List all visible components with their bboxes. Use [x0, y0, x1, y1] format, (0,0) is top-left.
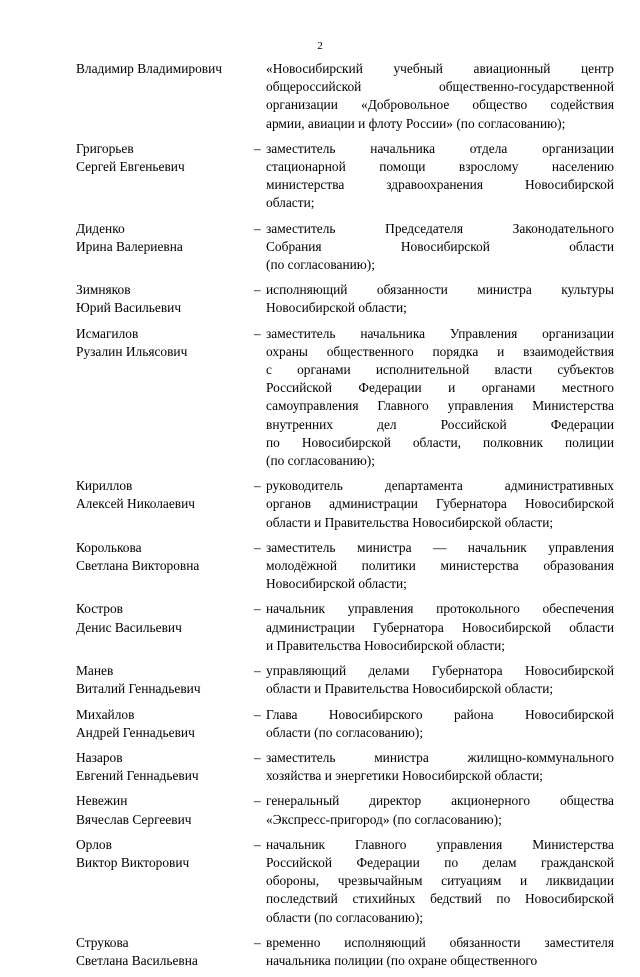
position-line: хозяйства и энергетики Новосибирской области; [266, 768, 543, 784]
entry-dash: – [254, 706, 261, 722]
member-surname: Исмагилов [76, 325, 139, 341]
position-line: Глава Новосибирского района Новосибирской [266, 706, 614, 722]
member-given-name: Владимир Владимирович [76, 61, 223, 76]
member-surname: Королькова [76, 539, 142, 555]
position-line: заместитель министра — начальник управления [266, 539, 614, 555]
entry-dash: – [254, 601, 261, 617]
position-line: «Экспресс-пригород» (по согласованию); [266, 811, 502, 827]
member-given-name: Виктор Викторович [76, 854, 190, 870]
position-line: области (по согласованию); [266, 909, 424, 925]
member-position [266, 600, 614, 655]
member-name [76, 281, 254, 317]
entry-dash: – [254, 539, 261, 555]
member-surname: Диденко [76, 220, 125, 236]
member-surname: Орлов [76, 836, 112, 852]
position-line: области и Правительства Новосибирской области; [266, 681, 554, 697]
member-position [266, 706, 614, 742]
entry-dash [254, 60, 266, 133]
member-surname: Манев [76, 663, 114, 679]
position-line: обороны, чрезвычайным ситуациям и ликвидации [266, 873, 614, 889]
member-name [76, 600, 254, 655]
member-given-name: Юрий Васильевич [76, 300, 182, 316]
member-surname: Михайлов [76, 706, 135, 722]
position-line: Российской Федерации по делам гражданской [266, 854, 614, 870]
member-position [266, 836, 614, 927]
position-line: начальника полиции (по охране общественного [266, 952, 538, 968]
position-line: Собрания Новосибирской области [266, 238, 614, 254]
position-line: (по согласованию); [266, 453, 375, 469]
member-name [76, 662, 254, 698]
member-name [76, 477, 254, 532]
member-given-name: Евгений Геннадьевич [76, 768, 199, 784]
member-entry [76, 706, 616, 742]
member-entry [76, 600, 616, 655]
member-name [76, 220, 254, 275]
page-number: 2 [317, 40, 323, 52]
member-name [76, 934, 254, 970]
position-line: общероссийской общественно-государственной [266, 79, 614, 95]
member-entry [76, 539, 616, 594]
member-name [76, 60, 254, 133]
position-line: самоуправления Главного управления Министерства [266, 398, 614, 414]
position-line: организации «Добровольное общество содействия [266, 97, 614, 113]
position-line: заместитель Председателя Законодательного [266, 220, 614, 236]
position-line: с органами исполнительной власти субъектов [266, 362, 614, 378]
position-line: по Новосибирской области, полковник полиции [266, 434, 614, 450]
member-entry [76, 220, 616, 275]
entry-dash: – [254, 140, 261, 156]
member-position [266, 60, 614, 133]
position-line: начальник управления протокольного обеспечения [266, 601, 614, 617]
member-given-name: Алексей Николаевич [76, 496, 196, 512]
position-line: молодёжной политики министерства образования [266, 558, 614, 574]
member-surname: Невежин [76, 793, 128, 809]
member-given-name: Андрей Геннадьевич [76, 724, 195, 740]
member-position [266, 662, 614, 698]
member-name [76, 749, 254, 785]
entry-dash: – [254, 478, 261, 494]
member-name [76, 140, 254, 213]
member-surname: Костров [76, 601, 123, 617]
entry-dash: – [254, 934, 261, 950]
position-line: Российской Федерации и органами местного [266, 380, 614, 396]
position-line: исполняющий обязанности министра культуры [266, 282, 614, 298]
position-line: (по согласованию); [266, 257, 375, 273]
position-line: администрации Губернатора Новосибирской области [266, 619, 614, 635]
position-line: министерства здравоохранения Новосибирской [266, 177, 614, 193]
position-line: временно исполняющий обязанности заместителя [266, 934, 614, 950]
position-line: органов администрации Губернатора Новосибирской [266, 496, 614, 512]
entry-dash: – [254, 220, 261, 236]
member-surname: Кириллов [76, 478, 133, 494]
member-entry [76, 836, 616, 927]
member-entry [76, 792, 616, 828]
member-position [266, 539, 614, 594]
member-entry [76, 281, 616, 317]
member-position [266, 325, 614, 471]
entry-dash: – [254, 836, 261, 852]
position-line: заместитель начальника отдела организации [266, 140, 614, 156]
member-entry [76, 325, 616, 471]
member-name [76, 792, 254, 828]
position-line: последствий стихийных бедствий по Новосибирской [266, 891, 614, 907]
member-name [76, 836, 254, 927]
entry-dash: – [254, 663, 261, 679]
member-name [76, 706, 254, 742]
position-line: Новосибирской области; [266, 300, 407, 316]
position-line: начальник Главного управления Министерства [266, 836, 614, 852]
member-surname: Григорьев [76, 140, 134, 156]
member-name [76, 539, 254, 594]
member-position [266, 792, 614, 828]
member-list [76, 60, 616, 977]
member-entry [76, 662, 616, 698]
member-entry [76, 749, 616, 785]
position-line: внутренних дел Российской Федерации [266, 416, 614, 432]
position-line: управляющий делами Губернатора Новосибирской [266, 663, 614, 679]
position-line: области и Правительства Новосибирской области; [266, 514, 554, 530]
member-given-name: Светлана Васильевна [76, 952, 198, 968]
member-name [76, 325, 254, 471]
entry-dash: – [254, 749, 261, 765]
position-line: стационарной помощи взрослому населению [266, 159, 614, 175]
member-position [266, 281, 614, 317]
position-line: армии, авиации и флоту России» (по согласованию); [266, 115, 566, 131]
position-line: области (по согласованию); [266, 724, 424, 740]
entry-dash: – [254, 793, 261, 809]
member-position [266, 477, 614, 532]
member-position [266, 749, 614, 785]
member-given-name: Вячеслав Сергеевич [76, 811, 192, 827]
member-position [266, 140, 614, 213]
entry-dash: – [254, 325, 261, 341]
member-given-name: Рузалин Ильясович [76, 343, 188, 359]
member-entry [76, 140, 616, 213]
member-surname: Струкова [76, 934, 129, 950]
member-surname: Зимняков [76, 282, 131, 298]
member-entry [76, 477, 616, 532]
position-line: заместитель министра жилищно-коммунального [266, 749, 614, 765]
member-given-name: Сергей Евгеньевич [76, 159, 185, 175]
position-line: и Правительства Новосибирской области; [266, 637, 505, 653]
member-position [266, 934, 614, 970]
member-given-name: Виталий Геннадьевич [76, 681, 201, 697]
position-line: Новосибирской области; [266, 576, 407, 592]
member-surname: Назаров [76, 749, 123, 765]
position-line: заместитель начальника Управления организации [266, 325, 614, 341]
member-given-name: Ирина Валериевна [76, 238, 183, 254]
position-line: охраны общественного порядка и взаимодействия [266, 343, 614, 359]
member-given-name: Светлана Викторовна [76, 558, 200, 574]
position-line: руководитель департамента административных [266, 478, 614, 494]
member-given-name: Денис Васильевич [76, 619, 182, 635]
position-line: области; [266, 195, 315, 211]
position-line: «Новосибирский учебный авиационный центр [266, 61, 614, 76]
position-line: генеральный директор акционерного общества [266, 793, 614, 809]
member-position [266, 220, 614, 275]
entry-dash: – [254, 282, 261, 298]
member-entry [76, 934, 616, 970]
member-entry [76, 60, 616, 133]
